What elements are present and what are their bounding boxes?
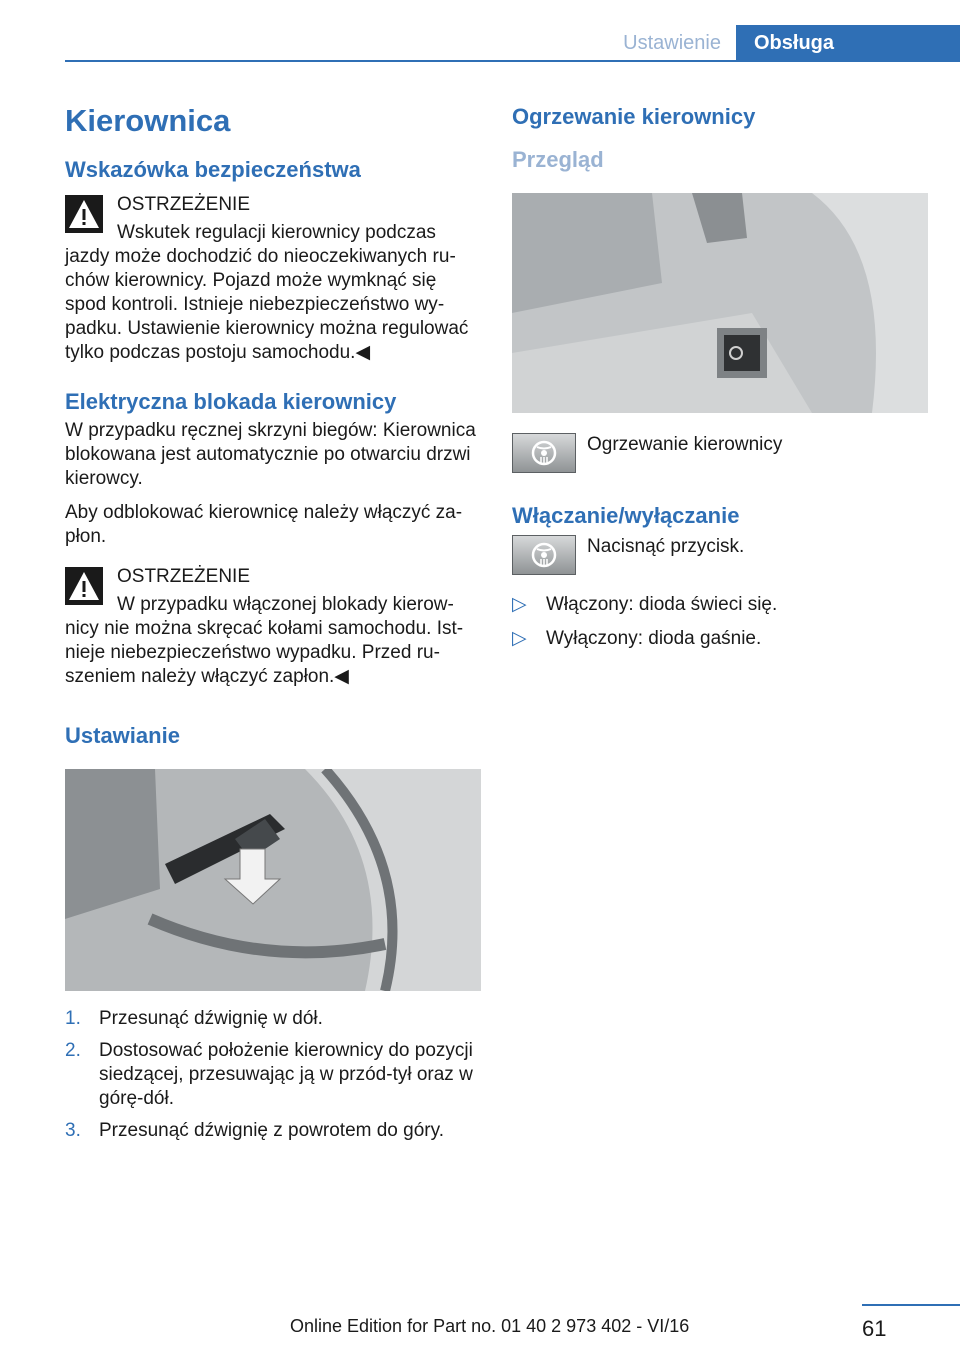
heating-button-photo bbox=[512, 193, 928, 413]
warning-label: OSTRZEŻENIE bbox=[117, 566, 251, 587]
left-column bbox=[65, 95, 480, 1143]
lock-paragraph-2: Aby odblokować kierownicę należy włączyć zapłon. bbox=[65, 502, 463, 547]
warning-text: W przypadku włączonej blokady kierownicy nie można skręcać kołami samochodu. Istnieje niebezpieczeństwo wypadku. Przed ruszeniem należy włączyć zapłon.◀ bbox=[65, 594, 464, 687]
footer-divider bbox=[862, 1304, 960, 1306]
list-item: 1. Przesunąć dźwignię w dół. bbox=[65, 1008, 323, 1029]
page-title: Kierownica bbox=[65, 103, 231, 138]
list-item: ▷ Włączony: dioda świeci się. bbox=[512, 594, 778, 615]
press-button-row bbox=[512, 535, 928, 579]
heating-states-list bbox=[512, 593, 928, 651]
header-tab-ustawienie[interactable]: Ustawienie bbox=[623, 32, 721, 54]
warning-icon bbox=[65, 567, 103, 605]
header-tab-obsluga[interactable]: Obsługa bbox=[736, 25, 960, 61]
warning-icon bbox=[65, 195, 103, 233]
list-item: 3. Przesunąć dźwignię z powrotem do góry. bbox=[65, 1120, 444, 1141]
onoff-heading: Włączanie/wyłączanie bbox=[512, 503, 740, 528]
adjust-steps-list bbox=[65, 1007, 480, 1143]
press-instruction: Nacisnąć przycisk. bbox=[587, 536, 745, 557]
adjust-heading: Ustawianie bbox=[65, 723, 180, 748]
heating-title: Ogrzewanie kierownicy bbox=[512, 104, 756, 129]
warning-label: OSTRZEŻENIE bbox=[117, 194, 251, 215]
header-divider bbox=[65, 60, 960, 62]
safety-heading: Wskazówka bezpieczeństwa bbox=[65, 157, 361, 182]
list-item: ▷ Wyłączony: dioda gaśnie. bbox=[512, 628, 762, 649]
warning-text: Wskutek regulacji kierownicy podczas jazdy może dochodzić do nieoczekiwanych ruchów kierownicy. Pojazd może wymknąć się spod kontroli. Istnieje niebezpieczeństwo wypadku. Ustawienie kierownicy można regulować tylko podczas postoju samochodu.◀ bbox=[65, 222, 469, 363]
page-number: 61 bbox=[862, 1316, 887, 1341]
lock-heading: Elektryczna blokada kierownicy bbox=[65, 389, 397, 414]
right-column bbox=[512, 95, 928, 651]
heated-steering-wheel-icon bbox=[512, 433, 576, 473]
list-item: 2. Dostosować położenie kierownicy do pozycji siedzącej, przesuwając ją w przód-tył oraz w górę-dół. bbox=[65, 1040, 473, 1109]
lock-paragraph-1: W przypadku ręcznej skrzyni biegów: Kierownica blokowana jest automatycznie po otwarciu drzwi kierowcy. bbox=[65, 420, 476, 489]
footer-edition: Online Edition for Part no. 01 40 2 973 402 - VI/16 bbox=[290, 1316, 690, 1336]
button-caption: Ogrzewanie kierownicy bbox=[587, 434, 783, 455]
heating-button-caption-row bbox=[512, 433, 928, 477]
steering-lever-photo bbox=[65, 769, 481, 991]
warning-box-2 bbox=[65, 561, 480, 689]
overview-heading: Przegląd bbox=[512, 147, 604, 172]
heated-steering-wheel-icon bbox=[512, 535, 576, 575]
warning-box-1 bbox=[65, 189, 480, 365]
